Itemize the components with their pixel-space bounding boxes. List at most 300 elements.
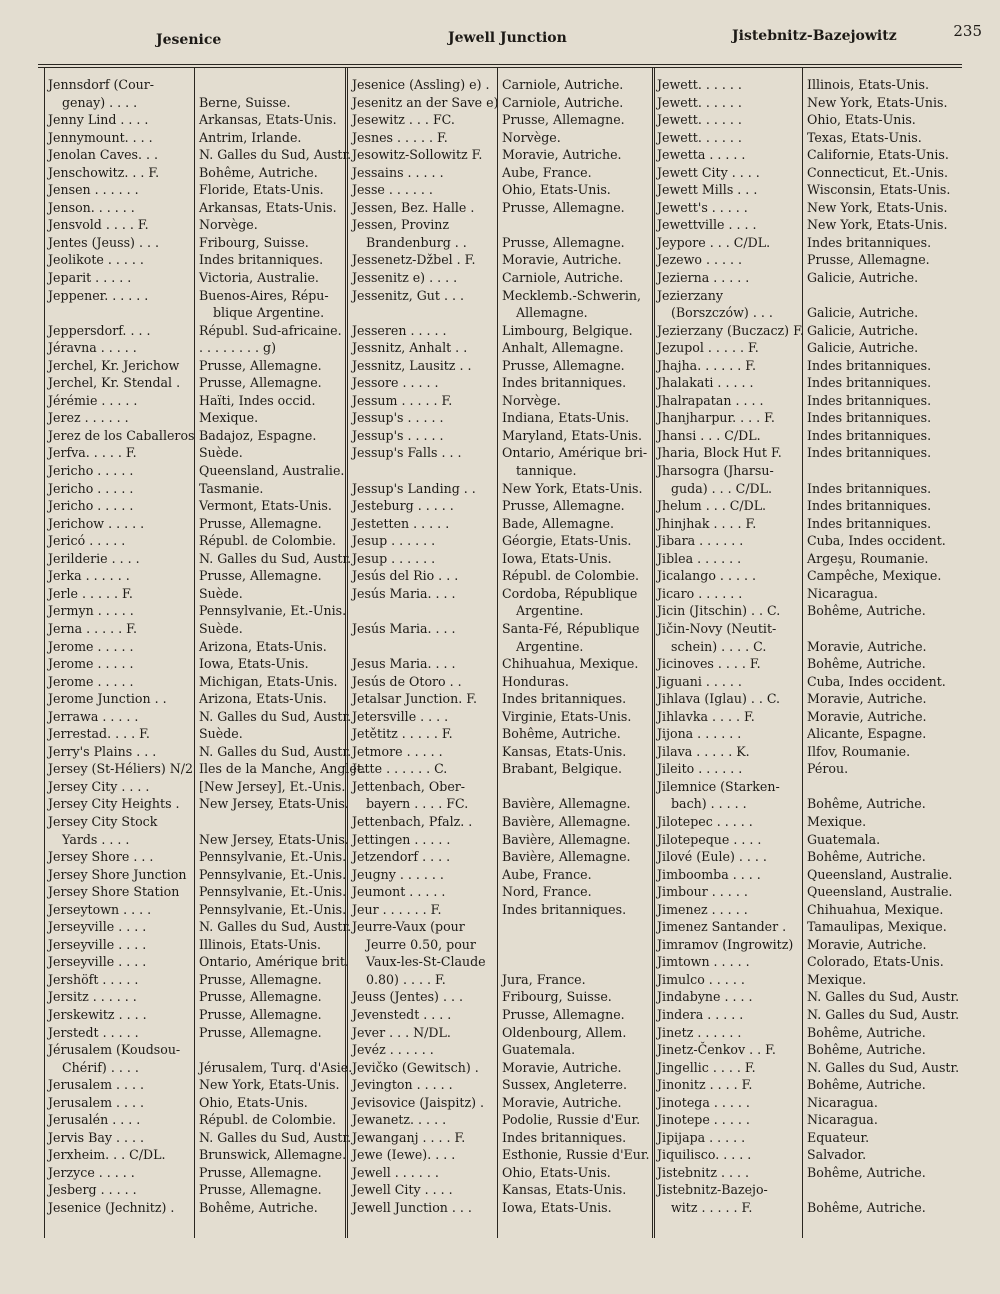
entry-name: Jennymount. . . .	[48, 129, 153, 145]
entry-location: Bohême, Autriche.	[807, 1077, 926, 1093]
entry-location: Prusse, Allemagne.	[199, 1006, 322, 1022]
entry-name: Jewett. . . . . .	[657, 94, 742, 110]
entry-location	[502, 936, 652, 954]
entry-name: Jessenitz, Gut . . .	[352, 287, 464, 303]
entry-location: Galicie, Autriche.	[807, 340, 919, 356]
entry-location: Moravie, Autriche.	[807, 936, 927, 952]
entry-name: Jevéz . . . . . .	[352, 1042, 434, 1058]
entry-name: Jesenice (Assling) e) .	[352, 77, 490, 92]
entry-name: Jimboomba . . . .	[657, 866, 761, 882]
entry-name: Jetalsar Junction. F.	[352, 691, 477, 707]
entry-name: Jeumont . . . . .	[352, 884, 446, 900]
entry-location: Floride, Etats-Unis.	[199, 182, 324, 198]
entry-location: New York, Etats-Unis.	[199, 1077, 340, 1093]
entry-location: Virginie, Etats-Unis.	[502, 708, 632, 724]
entry-location: Bohême, Autriche.	[807, 603, 926, 619]
entry-name: Jennsdorf (Cour-	[48, 77, 155, 92]
entry-location: Oldenbourg, Allem.	[502, 1024, 627, 1040]
entry-name: Jhinjhak . . . . F.	[657, 515, 757, 531]
entry-location: Indes britanniques.	[807, 480, 932, 496]
entry-location: Mexique.	[807, 971, 867, 987]
entry-location: Guatemala.	[807, 831, 881, 847]
entry-name: Jesús Maria. . . .	[352, 620, 456, 636]
entry-location: N. Galles du Sud, Austr.	[807, 1006, 960, 1022]
entry-location: Salvador.	[807, 1147, 867, 1163]
entry-name: Jihlava (Iglau) . . C.	[657, 691, 781, 707]
entry-location: New Jersey, Etats-Unis.	[199, 796, 349, 812]
entry-location: Pennsylvanie, Et.-Unis.	[199, 866, 347, 882]
entry-location: Bohême, Autriche.	[807, 1042, 926, 1058]
entry-location: Indes britanniques.	[502, 1129, 627, 1145]
entry-name: Jewanetz. . . . .	[352, 1112, 447, 1128]
entry-location: Jérusalem, Turq. d'Asie.	[199, 1059, 353, 1075]
entry-location: Moravie, Autriche.	[502, 1094, 622, 1110]
column-2-names	[352, 76, 497, 1234]
entry-location: Santa-Fé, République	[502, 620, 640, 636]
column-1-places	[199, 76, 366, 1234]
entry-location	[502, 918, 652, 936]
entry-name: Jihlavka . . . . F.	[657, 708, 755, 724]
entry-name: Jervis Bay . . . .	[48, 1129, 145, 1145]
entry-name: Jettingen . . . . .	[352, 831, 451, 847]
entry-location: Queensland, Australie.	[807, 866, 953, 882]
entry-name: Jijona . . . . . .	[657, 726, 742, 742]
entry-name: Jewell . . . . . .	[352, 1164, 439, 1180]
entry-name: Yards . . . .	[62, 831, 130, 847]
entry-name: Jinotepe . . . . .	[657, 1112, 750, 1128]
entry-name: Jesus Maria. . . .	[352, 656, 456, 672]
entry-name: Jessenitz e) . . . .	[352, 270, 458, 286]
entry-location: Nicaragua.	[807, 1094, 878, 1110]
entry-name: Jiquilisco. . . . .	[657, 1147, 752, 1163]
entry-location: Bohême, Autriche.	[807, 1164, 926, 1180]
entry-name: Jenolan Caves. . .	[48, 147, 159, 163]
entry-name: Jericó . . . . .	[48, 533, 126, 549]
entry-location: Campêche, Mexique.	[807, 568, 942, 584]
entry-location: Prusse, Allemagne.	[807, 252, 930, 268]
entry-location: Prusse, Allemagne.	[199, 989, 322, 1005]
entry-location: Pennsylvanie, Et.-Unis.	[199, 884, 347, 900]
entry-name: Jersey City . . . .	[48, 778, 150, 794]
entry-location: Indes britanniques.	[502, 375, 627, 391]
entry-name: Jibara . . . . . .	[657, 533, 744, 549]
entry-name: Jerrestad. . . . F.	[48, 726, 150, 742]
entry-name: Jérémie . . . . .	[48, 392, 138, 408]
entry-name: Jesenitz an der Save e)	[352, 94, 499, 110]
entry-name: Jewettville . . . .	[657, 217, 757, 233]
entry-name: Jersey City Stock	[48, 813, 158, 829]
entry-name: Jevičko (Gewitsch) .	[352, 1059, 479, 1075]
entry-location: Aube, France.	[502, 866, 592, 882]
entry-location: Républ. de Colombie.	[199, 1112, 337, 1128]
entry-name: Jerez . . . . . .	[48, 410, 129, 426]
entry-name: genay) . . . .	[62, 94, 138, 110]
entry-location: Prusse, Allemagne.	[199, 568, 322, 584]
entry-location: Cordoba, République	[502, 585, 638, 601]
entry-name: Jessum . . . . . F.	[352, 392, 453, 408]
entry-name: Jiguani . . . . .	[657, 673, 742, 689]
entry-location: Buenos-Aires, Répu-	[199, 287, 329, 303]
entry-name: Jhansi . . . C/DL.	[657, 427, 761, 443]
entry-name	[352, 304, 497, 322]
entry-location: Victoria, Australie.	[199, 270, 319, 286]
entry-name: (Borszczów) . . .	[671, 305, 773, 321]
entry-name: Jimramov (Ingrowitz)	[657, 936, 794, 952]
entry-name: Jesewitz . . . FC.	[352, 112, 455, 128]
entry-location: Pennsylvanie, Et.-Unis.	[199, 901, 347, 917]
entry-name: Jicalango . . . . .	[657, 568, 756, 584]
entry-name: Jerseytown . . . .	[48, 901, 152, 917]
entry-name: Jerusalén . . . .	[48, 1112, 141, 1128]
entry-location: Prusse, Allemagne.	[199, 357, 322, 373]
entry-name: Jicinoves . . . . F.	[657, 656, 761, 672]
entry-location: Prusse, Allemagne.	[199, 515, 322, 531]
entry-name: Jericho . . . . .	[48, 463, 134, 479]
entry-name: Jesse . . . . . .	[352, 182, 433, 198]
entry-name: Jessore . . . . .	[352, 375, 439, 391]
entry-name: Jeparit . . . . .	[48, 270, 132, 286]
entry-location	[199, 813, 345, 831]
entry-location: Queensland, Australie.	[807, 884, 953, 900]
entry-location: Indes britanniques.	[502, 691, 627, 707]
entry-location: Iowa, Etats-Unis.	[502, 1200, 612, 1215]
entry-name: Jerseyville . . . .	[48, 919, 147, 935]
entry-location	[502, 953, 652, 971]
entry-location: Maryland, Etats-Unis.	[502, 427, 643, 443]
entry-location: Suède.	[199, 620, 243, 636]
entry-name: Jipijapa . . . . .	[657, 1129, 746, 1145]
entry-location: Prusse, Allemagne.	[199, 971, 322, 987]
entry-location: Argentine.	[516, 603, 584, 619]
entry-name: Jevisovice (Jaispitz) .	[352, 1094, 485, 1110]
entry-name: Jezupol . . . . . F.	[657, 340, 759, 356]
entry-name: Jerseyville . . . .	[48, 954, 147, 970]
entry-name: Jette . . . . . . C.	[352, 761, 448, 777]
entry-location: Moravie, Autriche.	[502, 1059, 622, 1075]
entry-name: Jesús Maria. . . .	[352, 585, 456, 601]
entry-name: Jingellic . . . . F.	[657, 1059, 756, 1075]
entry-name: Jhajha. . . . . . F.	[657, 357, 757, 373]
entry-name: Jezierzany (Buczacz) F.	[657, 322, 804, 338]
entry-location: Prusse, Allemagne.	[199, 1164, 322, 1180]
entry-location: Indes britanniques.	[807, 357, 932, 373]
entry-name: Jevenstedt . . . .	[352, 1006, 452, 1022]
entry-name: Jindabyne . . . .	[657, 989, 753, 1005]
page-number: 235	[953, 22, 982, 40]
entry-location: Indes britanniques.	[199, 252, 324, 268]
entry-location: Brunswick, Allemagne.	[199, 1147, 347, 1163]
entry-location: Chihuahua, Mexique.	[502, 656, 639, 672]
entry-location: Carniole, Autriche.	[502, 77, 624, 92]
entry-location: Limbourg, Belgique.	[502, 322, 633, 338]
entry-location: Arizona, Etats-Unis.	[199, 691, 327, 707]
entry-location: Tamaulipas, Mexique.	[807, 919, 947, 935]
entry-location: Ilfov, Roumanie.	[807, 743, 911, 759]
entry-location: Pérou.	[807, 761, 849, 777]
entry-location: Bohême, Autriche.	[807, 1024, 926, 1040]
entry-name: Jeugny . . . . . .	[352, 866, 444, 882]
entry-name: Jersey Shore Junction	[48, 866, 187, 882]
entry-name: Jinetz . . . . . .	[657, 1024, 742, 1040]
entry-name: Jerchel, Kr. Jerichow	[48, 357, 180, 373]
entry-name: Jinonitz . . . . F.	[657, 1077, 753, 1093]
entry-location: Républ. de Colombie.	[502, 568, 640, 584]
entry-name: Jerna . . . . . F.	[48, 620, 137, 636]
entry-name: Jessen, Bez. Halle .	[352, 199, 475, 215]
entry-name: witz . . . . . F.	[671, 1200, 753, 1215]
entry-name: Jestetten . . . . .	[352, 515, 450, 531]
entry-location	[807, 1181, 957, 1199]
entry-name: Jesup . . . . . .	[352, 533, 436, 549]
entry-name: Jetersville . . . .	[352, 708, 449, 724]
entry-name: Jindera . . . . .	[657, 1006, 744, 1022]
entry-location: Indiana, Etats-Unis.	[502, 410, 630, 426]
entry-location: Mexique.	[807, 813, 867, 829]
entry-location: Bavière, Allemagne.	[502, 813, 631, 829]
entry-location: Texas, Etats-Unis.	[807, 129, 922, 145]
entry-name: Jericho . . . . .	[48, 498, 134, 514]
entry-name: Brandenburg . .	[366, 234, 467, 250]
entry-location: Indes britanniques.	[807, 445, 932, 461]
entry-location: [New Jersey], Et.-Unis.	[199, 778, 346, 794]
entry-location: Indes britanniques.	[807, 375, 932, 391]
entry-name: Jerome . . . . .	[48, 673, 134, 689]
entry-name: Jewett's . . . . .	[657, 199, 748, 215]
entry-name: Jenschowitz. . . F.	[48, 164, 160, 180]
entry-name: Chérif) . . . .	[62, 1059, 139, 1075]
entry-location	[502, 216, 652, 234]
entry-name: Vaux-les-St-Claude	[366, 954, 486, 970]
entry-name: Jewett. . . . . .	[657, 77, 742, 92]
entry-name: Jewanganj . . . . F.	[352, 1129, 466, 1145]
entry-location: Connecticut, Et.-Unis.	[807, 164, 948, 180]
entry-location	[199, 76, 345, 94]
rule-col3-split	[802, 68, 803, 1238]
entry-name: Jinotega . . . . .	[657, 1094, 750, 1110]
entry-name: Jewett. . . . . .	[657, 129, 742, 145]
entry-location	[807, 620, 957, 638]
entry-name: Jéravna . . . . .	[48, 340, 137, 356]
entry-name	[48, 304, 194, 322]
header-right-guide-word: Jistebnitz-Bazejowitz	[732, 28, 897, 44]
entry-location: Wisconsin, Etats-Unis.	[807, 182, 951, 198]
entry-location: Ontario, Amérique brit.	[199, 954, 349, 970]
entry-name: Jettenbach, Pfalz. .	[352, 813, 473, 829]
entry-location: Antrim, Irlande.	[199, 129, 302, 145]
entry-location: Norvège.	[502, 392, 561, 408]
entry-location: Bohême, Autriche.	[807, 1200, 926, 1215]
entry-name: Jessup's Falls . . .	[352, 445, 462, 461]
entry-name: Jensvold . . . . F.	[48, 217, 149, 233]
entry-location: New York, Etats-Unis.	[807, 217, 948, 233]
entry-name: Jistebnitz . . . .	[657, 1164, 749, 1180]
entry-location: Suède.	[199, 585, 243, 601]
entry-location: Illinois, Etats-Unis.	[199, 936, 322, 952]
entry-name: Jimenez Santander .	[657, 919, 787, 935]
entry-name: Jewe (Iewe). . . .	[352, 1147, 456, 1163]
entry-name: Jesseren . . . . .	[352, 322, 447, 338]
entry-location	[199, 1041, 345, 1059]
entry-name: Jérusalem (Koudsou-	[48, 1042, 181, 1058]
entry-name: Jesberg . . . . .	[48, 1182, 137, 1198]
entry-location: Equateur.	[807, 1129, 870, 1145]
entry-location: tannique.	[516, 463, 577, 479]
entry-name: Jeur . . . . . . F.	[352, 901, 442, 917]
entry-location: Anhalt, Allemagne.	[502, 340, 624, 356]
entry-name: Jesús de Otoro . .	[352, 673, 462, 689]
entry-location: Indes britanniques.	[502, 901, 627, 917]
entry-name: Jeypore . . . C/DL.	[657, 234, 771, 250]
entry-location: Prusse, Allemagne.	[502, 498, 625, 514]
entry-name: Jhelum . . . C/DL.	[657, 498, 767, 514]
entry-name: Jerome . . . . .	[48, 638, 134, 654]
entry-location: Berne, Suisse.	[199, 94, 291, 110]
entry-location: Nicaragua.	[807, 1112, 878, 1128]
entry-location	[807, 778, 957, 796]
entry-name: Jeolikote . . . . .	[48, 252, 144, 268]
entry-location: Ohio, Etats-Unis.	[199, 1094, 308, 1110]
entry-location: Iles de la Manche, Anglet.	[199, 761, 366, 777]
entry-name: Jimbour . . . . .	[657, 884, 748, 900]
entry-location: Podolie, Russie d'Eur.	[502, 1112, 641, 1128]
entry-name: Jermyn . . . . .	[48, 603, 134, 619]
entry-name	[352, 462, 497, 480]
entry-location: Californie, Etats-Unis.	[807, 147, 949, 163]
entry-location: Kansas, Etats-Unis.	[502, 1182, 627, 1198]
entry-location: N. Galles du Sud, Austr.	[807, 1059, 960, 1075]
entry-location	[807, 287, 957, 305]
entry-location: Arizona, Etats-Unis.	[199, 638, 327, 654]
entry-name: Jharsogra (Jharsu-	[657, 463, 774, 479]
entry-location: Honduras.	[502, 673, 569, 689]
entry-location: Bohême, Autriche.	[199, 164, 318, 180]
entry-location: N. Galles du Sud, Austr.	[807, 989, 960, 1005]
entry-location: N. Galles du Sud, Austr.	[199, 1129, 352, 1145]
entry-name: Jerusalem . . . .	[48, 1094, 145, 1110]
entry-location: Ontario, Amérique bri-	[502, 445, 648, 461]
entry-name: Jessen, Provinz	[352, 217, 449, 233]
entry-location: Jura, France.	[502, 971, 586, 987]
entry-location: Nord, France.	[502, 884, 592, 900]
entry-location: Iowa, Etats-Unis.	[502, 550, 612, 566]
entry-name: Jezierzany	[657, 287, 724, 303]
entry-name: Jezewo . . . . .	[657, 252, 742, 268]
entry-location: Bohême, Autriche.	[807, 849, 926, 865]
entry-location: Bavière, Allemagne.	[502, 796, 631, 812]
entry-location: Cuba, Indes occident.	[807, 533, 946, 549]
entry-name: Jilové (Eule) . . . .	[657, 849, 767, 865]
entry-location: Carniole, Autriche.	[502, 270, 624, 286]
entry-name: Jilotepeque . . . .	[657, 831, 762, 847]
entry-location: Alicante, Espagne.	[807, 726, 927, 742]
entry-name: Jimenez . . . . .	[657, 901, 748, 917]
entry-location: Aube, France.	[502, 164, 592, 180]
entry-name: Jewett City . . . .	[657, 164, 760, 180]
entry-location: Prusse, Allemagne.	[502, 112, 625, 128]
entry-name: Jerilderie . . . .	[48, 550, 140, 566]
entry-location: Haïti, Indes occid.	[199, 392, 316, 408]
entry-location: New Jersey, Etats-Unis.	[199, 831, 349, 847]
entry-location: Moravie, Autriche.	[502, 252, 622, 268]
entry-name: Jiblea . . . . . .	[657, 550, 742, 566]
entry-location: Argentine.	[516, 638, 584, 654]
entry-location: Républ. de Colombie.	[199, 533, 337, 549]
entry-name: Jerseyville . . . .	[48, 936, 147, 952]
column-3-places	[807, 76, 960, 1234]
entry-name: Jewell Junction . . .	[352, 1200, 472, 1215]
entry-location: blique Argentine.	[213, 305, 325, 321]
entry-location: N. Galles du Sud, Austr.	[199, 743, 352, 759]
entry-location: N. Galles du Sud, Austr.	[199, 550, 352, 566]
entry-location: Badajoz, Espagne.	[199, 427, 317, 443]
entry-name: Jessup's . . . . .	[352, 427, 444, 443]
entry-location: Moravie, Autriche.	[502, 147, 622, 163]
entry-name: Jetzendorf . . . .	[352, 849, 451, 865]
entry-location: Prusse, Allemagne.	[502, 199, 625, 215]
entry-location: Galicie, Autriche.	[807, 270, 919, 286]
entry-name: Jewett. . . . . .	[657, 112, 742, 128]
entry-name: Jersey City Heights .	[48, 796, 180, 812]
entry-name: Jerzyce . . . . .	[48, 1164, 135, 1180]
entry-location: Brabant, Belgique.	[502, 761, 622, 777]
rule-col1-split	[194, 68, 195, 1238]
entry-name	[352, 602, 497, 620]
entry-location: Mexique.	[199, 410, 259, 426]
column-1-names	[48, 76, 194, 1234]
entry-name	[352, 638, 497, 656]
entry-name: Jeppersdorf. . . .	[48, 322, 151, 338]
entry-location: Bade, Allemagne.	[502, 515, 614, 531]
entry-location: New York, Etats-Unis.	[807, 94, 948, 110]
entry-name: Jesowitz-Sollowitz F.	[352, 147, 483, 163]
entry-name: Jistebnitz-Bazejo-	[657, 1182, 768, 1198]
entry-name: Jerstedt . . . . .	[48, 1024, 139, 1040]
entry-location: Vermont, Etats-Unis.	[199, 498, 332, 514]
entry-location: Bohême, Autriche.	[502, 726, 621, 742]
entry-location: Cuba, Indes occident.	[807, 673, 946, 689]
entry-location: Prusse, Allemagne.	[199, 375, 322, 391]
rule-left-edge	[44, 68, 45, 1238]
entry-name: Jentes (Jeuss) . . .	[48, 234, 159, 250]
entry-location: Suède.	[199, 445, 243, 461]
entry-name: Jimulco . . . . .	[657, 971, 745, 987]
entry-name: Jerfva. . . . . F.	[48, 445, 137, 461]
entry-name: Jesús del Rio . . .	[352, 568, 459, 584]
entry-location: Pennsylvanie, Et.-Unis.	[199, 603, 347, 619]
entry-name: bayern . . . . FC.	[366, 796, 469, 812]
entry-location: Bohême, Autriche.	[199, 1200, 318, 1215]
entry-name: Jhalrapatan . . . .	[657, 392, 764, 408]
entry-location: N. Galles du Sud, Austr.	[199, 147, 352, 163]
entry-location: Bavière, Allemagne.	[502, 849, 631, 865]
entry-location: Ohio, Etats-Unis.	[807, 112, 916, 128]
entry-name: Jeurre 0.50, pour	[366, 936, 476, 952]
entry-name: Jerka . . . . . .	[48, 568, 130, 584]
entry-name: Jeurre-Vaux (pour	[352, 919, 465, 935]
entry-name: Jensen . . . . . .	[48, 182, 139, 198]
entry-location: Norvège.	[199, 217, 258, 233]
entry-location: Allemagne.	[516, 305, 588, 321]
entry-name: Jezierna . . . . .	[657, 270, 750, 286]
entry-name: Jerusalem . . . .	[48, 1077, 145, 1093]
entry-location: Michigan, Etats-Unis.	[199, 673, 338, 689]
entry-name: Jinetz-Čenkov . . F.	[657, 1042, 776, 1058]
entry-name: Jetětitz . . . . . F.	[352, 726, 453, 742]
entry-location: Galicie, Autriche.	[807, 305, 919, 321]
entry-name: Jhalakati . . . . .	[657, 375, 754, 391]
entry-location: Moravie, Autriche.	[807, 638, 927, 654]
entry-name: Jicaro . . . . . .	[657, 585, 743, 601]
